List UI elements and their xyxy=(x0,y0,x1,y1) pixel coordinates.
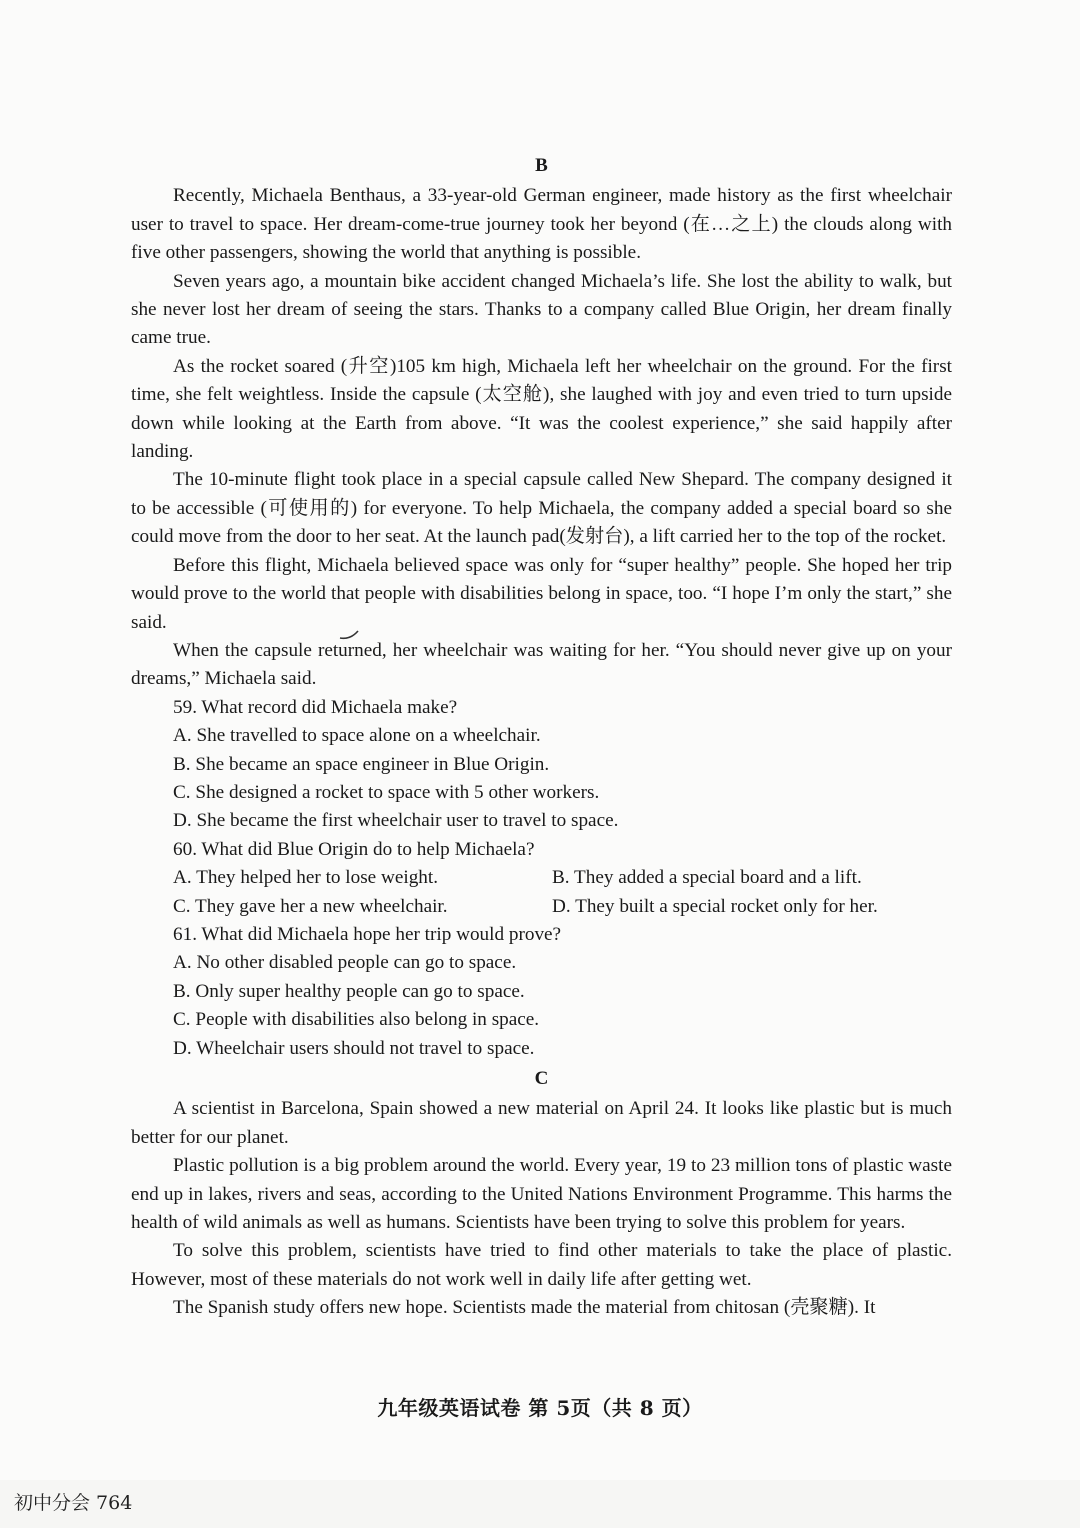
option-d: D. They built a special rocket only for her. xyxy=(552,895,878,917)
option-d: D. Wheelchair users should not travel to space. xyxy=(173,1037,535,1059)
page-footer: 九年级英语试卷 第 5页（共 8 页） xyxy=(377,1396,703,1420)
section-c-paragraph-1: A scientist in Barcelona, Spain showed a new material on April 24. It looks like plastic but is much better for our planet. xyxy=(131,1098,952,1148)
question-60 xyxy=(131,836,952,921)
section-c-paragraph-2: Plastic pollution is a big problem around the world. Every year, 19 to 23 million tons of plastic waste end up in lakes, rivers and seas, according to the United Nations Environment Programme. This harms the health of wild animals as well as humans. Scientists have been trying to solve this problem for years. xyxy=(131,1155,952,1234)
section-b-paragraph-6: When the capsule returned, her wheelchair was waiting for her. “You should never give up on your dreams,” Michaela said. xyxy=(131,639,952,690)
option-b: B. They added a special board and a lift. xyxy=(552,867,862,889)
question-59 xyxy=(131,694,952,836)
section-c-paragraph-4: The Spanish study offers new hope. Scientists made the material from chitosan (壳聚糖). It xyxy=(173,1297,876,1319)
section-b-heading: B xyxy=(535,155,548,176)
option-c: C. People with disabilities also belong in space. xyxy=(173,1009,540,1031)
option-c: C. She designed a rocket to space with 5 other workers. xyxy=(173,781,600,803)
option-row xyxy=(131,893,952,921)
option-b: B. Only super healthy people can go to space. xyxy=(173,980,525,1002)
section-c-paragraph-3: To solve this problem, scientists have tried to find other materials to take the place of plastic. However, most of these materials do not work well in daily life after getting wet. xyxy=(131,1240,952,1290)
question-stem: 60. What did Blue Origin do to help Michaela? xyxy=(173,838,535,860)
question-stem: 61. What did Michaela hope her trip would prove? xyxy=(173,923,562,945)
section-b-paragraph-3: As the rocket soared (升空)105 km high, Michaela left her wheelchair on the ground. For the first time, she felt weightless. Inside the capsule (太空舱), she laughed with joy and even tried to turn upside down while looking at the Earth from above. “It was the coolest experience,” she said happily after landing. xyxy=(131,355,952,463)
option-d: D. She became the first wheelchair user to travel to space. xyxy=(173,810,619,832)
option-b: B. She became an space engineer in Blue Origin. xyxy=(173,753,550,775)
section-b-paragraph-2: Seven years ago, a mountain bike accident changed Michaela’s life. She lost the ability to walk, but she never lost her dream of seeing the stars. Thanks to a company called Blue Origin, her dream finally came true. xyxy=(131,270,952,349)
section-c-heading: C xyxy=(534,1068,549,1089)
option-a: A. She travelled to space alone on a wheelchair. xyxy=(173,725,541,747)
section-b-paragraph-4: The 10-minute flight took place in a special capsule called New Shepard. The company designed it to be accessible (可使用的) for everyone. To help Michaela, the company added a special board so she could move from the door to her seat. At the launch pad(发射台), a lift carried her to the top of the rocket. xyxy=(131,469,952,548)
option-a: A. No other disabled people can go to space. xyxy=(173,952,517,974)
section-b-paragraph-5: Before this flight, Michaela believed space was only for “super healthy” people. She hoped her trip would prove to the world that people with disabilities belong in space, too. “I hope I’m only the start,” she said. xyxy=(131,554,952,633)
question-61 xyxy=(131,921,952,1063)
question-stem: 59. What record did Michaela make? xyxy=(173,696,458,718)
option-row xyxy=(131,864,952,892)
section-b-paragraph-1: Recently, Michaela Benthaus, a 33-year-old German engineer, made history as the first wheelchair user to travel to space. Her dream-come-true journey took her beyond (在…之上) the clouds along with five other passengers, showing the world that anything is possible. xyxy=(131,185,952,264)
pen-tick-mark xyxy=(338,628,362,642)
option-a: A. They helped her to lose weight. xyxy=(173,867,439,889)
option-c: C. They gave her a new wheelchair. xyxy=(173,895,448,917)
watermark: 初中分会 764 xyxy=(14,1492,133,1514)
reading-content xyxy=(131,150,952,1323)
